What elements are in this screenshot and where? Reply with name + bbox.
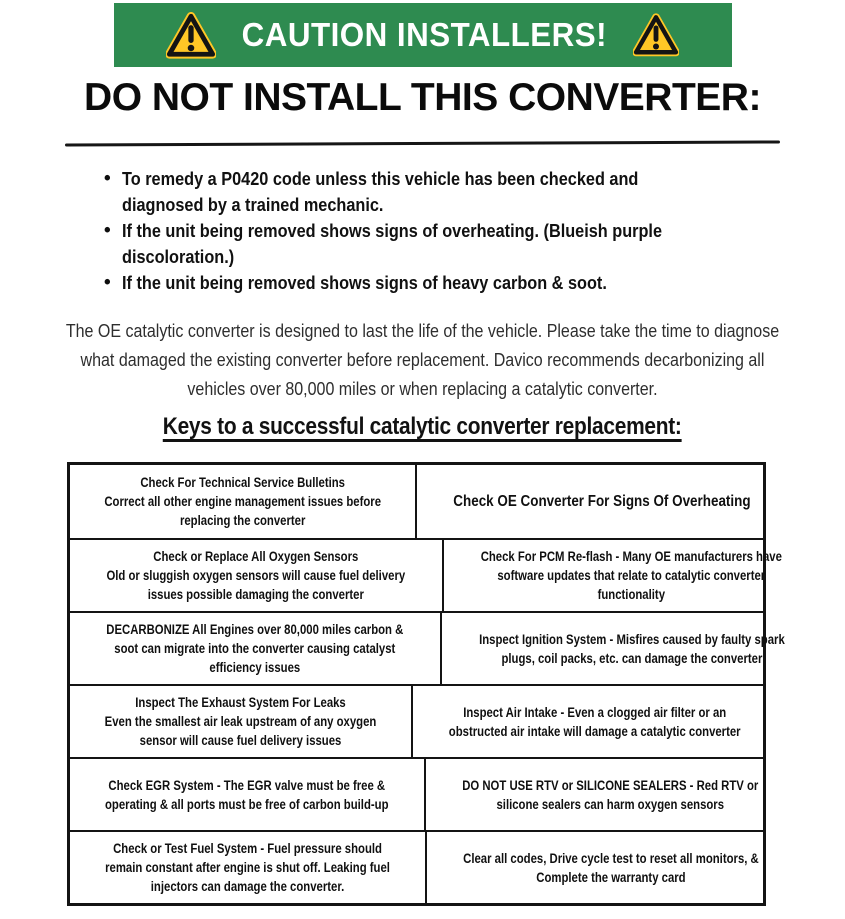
cell-text: obstructed air intake will damage a catalytic converter	[448, 723, 741, 739]
list-item-text: If the unit being removed shows signs of overheating. (Blueish purple	[121, 220, 662, 241]
cell-text: Check For PCM Re-flash - Many OE manufacturers have	[480, 549, 782, 564]
list-item	[104, 166, 845, 218]
table-cell	[442, 540, 819, 611]
cell-text: plugs, coil packs, etc. can damage the converter	[501, 650, 762, 666]
bullet-marker: •	[104, 272, 111, 293]
cell-text: functionality	[597, 587, 665, 602]
table-cell	[411, 686, 776, 757]
keys-subheading-text: Keys to a successful catalytic converter replacement:	[163, 413, 682, 440]
cell-text: Even the smallest air leak upstream of any oxygen	[104, 714, 377, 729]
cell-text: Clear all codes, Drive cycle test to reset all monitors, &	[463, 850, 759, 866]
table-row	[70, 611, 785, 684]
cell-text: replacing the converter	[179, 513, 306, 528]
list-item	[104, 218, 845, 270]
table-row	[70, 538, 782, 611]
cell-text: Inspect The Exhaust System For Leaks	[135, 695, 346, 710]
page-title-text: DO NOT INSTALL THIS CONVERTER:	[84, 76, 761, 119]
table-cell	[424, 759, 795, 830]
bullet-marker: •	[104, 168, 111, 189]
table-cell	[70, 613, 440, 684]
cell-text: Check For Technical Service Bulletins	[140, 475, 345, 490]
page-title	[0, 76, 845, 128]
table-row	[70, 757, 763, 830]
list-item	[104, 270, 845, 296]
table-row	[70, 830, 763, 903]
table-cell	[70, 686, 411, 757]
cell-text: DO NOT USE RTV or SILICONE SEALERS - Red RTV or	[461, 777, 758, 793]
cell-text: DECARBONIZE All Engines over 80,000 miles carbon &	[106, 622, 404, 637]
table-cell	[70, 759, 424, 830]
table-cell	[70, 832, 425, 903]
table-row	[70, 684, 763, 757]
cell-text: Inspect Air Intake - Even a clogged air filter or an	[463, 704, 727, 720]
cell-text: efficiency issues	[209, 660, 301, 675]
cell-text: silicone sealers can harm oxygen sensors	[496, 796, 724, 812]
cell-text: soot can migrate into the converter causing catalyst	[114, 641, 396, 656]
cell-text: Check or Test Fuel System - Fuel pressure should	[113, 841, 382, 856]
warning-triangle-icon	[166, 12, 216, 59]
table-cell	[70, 465, 415, 538]
paragraph-line: The OE catalytic converter is designed to last the life of the vehicle. Please take the time to diagnose	[65, 321, 780, 341]
warning-triangle-icon	[633, 13, 679, 57]
cell-text: Correct all other engine management issues before	[104, 494, 382, 509]
list-item-text: diagnosed by a trained mechanic.	[121, 194, 384, 215]
cell-text: issues possible damaging the converter	[147, 587, 364, 602]
cell-text: Inspect Ignition System - Misfires caused by faulty spark	[478, 631, 785, 647]
table-cell	[70, 540, 442, 611]
keys-subheading	[0, 411, 845, 445]
cell-text: software updates that relate to catalytic converter	[496, 568, 765, 583]
cell-text: sensor will cause fuel delivery issues	[139, 733, 342, 748]
cell-text: Check OE Converter For Signs Of Overheating	[453, 492, 751, 510]
cell-text: operating & all ports must be free of carbon build-up	[105, 796, 389, 812]
list-item-text: To remedy a P0420 code unless this vehicle has been checked and	[121, 168, 639, 189]
cell-text: Check or Replace All Oxygen Sensors	[153, 549, 359, 564]
cell-text: injectors can damage the converter.	[150, 879, 345, 894]
list-item-text: If the unit being removed shows signs of heavy carbon & soot.	[121, 272, 607, 293]
list-item-text: discoloration.)	[121, 246, 234, 267]
table-cell	[425, 832, 795, 903]
divider-line	[65, 140, 780, 146]
paragraph-line: vehicles over 80,000 miles or when replacing a catalytic converter.	[187, 379, 658, 399]
table-cell	[440, 613, 822, 684]
banner-title: CAUTION INSTALLERS!	[241, 16, 608, 53]
cell-text: Old or sluggish oxygen sensors will cause fuel delivery	[106, 568, 406, 583]
cell-text: Complete the warranty card	[536, 869, 686, 885]
cell-text: remain constant after engine is shut off. Leaking fuel	[105, 860, 390, 875]
table-cell	[415, 465, 787, 538]
warning-list	[104, 166, 845, 296]
cell-text: Check EGR System - The EGR valve must be free &	[108, 777, 386, 793]
advisory-paragraph	[0, 317, 845, 404]
bullet-marker: •	[104, 220, 111, 241]
caution-banner	[114, 3, 732, 67]
paragraph-line: what damaged the existing converter before replacement. Davico recommends decarbonizing all	[80, 350, 765, 370]
keys-table	[67, 462, 785, 906]
table-row	[70, 465, 763, 538]
